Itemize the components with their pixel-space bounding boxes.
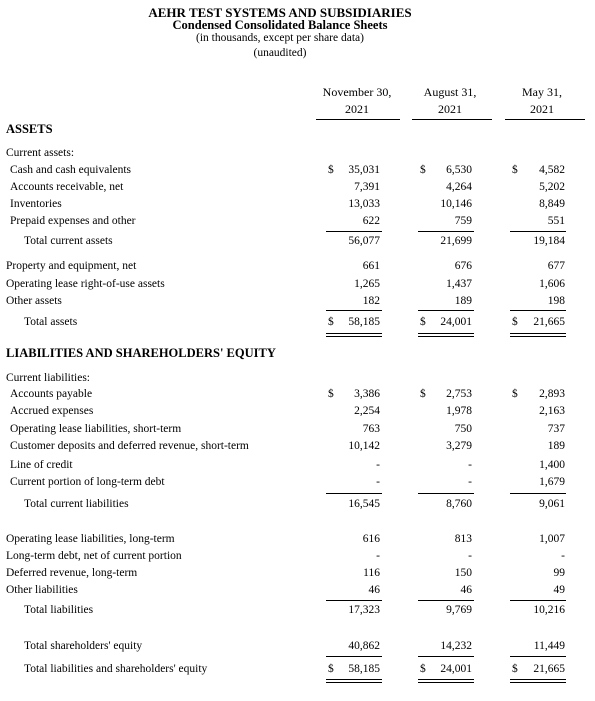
subtotal-rule [510, 493, 566, 494]
row-value: 9,061 [539, 498, 565, 510]
row-value: 8,760 [446, 498, 472, 510]
row-label: Other liabilities [6, 584, 78, 596]
row-value: 150 [454, 567, 472, 579]
row-value: 7,391 [354, 181, 380, 193]
table-row [0, 604, 595, 620]
row-label: Current liabilities: [6, 372, 90, 384]
row-value: 1,606 [539, 278, 565, 290]
row-label: Accounts payable [10, 388, 93, 400]
table-row [0, 423, 595, 439]
statement-title: Condensed Consolidated Balance Sheets [172, 18, 388, 32]
units-note: (in thousands, except per share data) [196, 32, 364, 44]
currency-symbol: $ [420, 663, 426, 675]
currency-symbol: $ [328, 663, 334, 675]
row-value: 14,232 [440, 640, 472, 652]
subtotal-rule [326, 493, 382, 494]
row-value: - [468, 550, 472, 562]
row-label: Total current assets [24, 235, 113, 247]
row-value: - [376, 550, 380, 562]
row-value: 1,978 [446, 405, 472, 417]
row-value: 2,893 [539, 388, 565, 400]
row-value: 6,530 [446, 164, 472, 176]
row-value: - [468, 459, 472, 471]
currency-symbol: $ [512, 663, 518, 675]
row-value: 5,202 [539, 181, 565, 193]
row-label: Operating lease right-of-use assets [6, 278, 165, 290]
subtotal-rule [418, 600, 474, 601]
row-value: 4,264 [446, 181, 472, 193]
currency-symbol: $ [512, 388, 518, 400]
subtotal-rule [510, 600, 566, 601]
table-row [0, 181, 595, 197]
row-value: 21,665 [533, 663, 565, 675]
row-value: 9,769 [446, 604, 472, 616]
row-value: 24,001 [440, 316, 472, 328]
currency-symbol: $ [328, 164, 334, 176]
currency-symbol: $ [420, 316, 426, 328]
row-value: 1,265 [354, 278, 380, 290]
row-value: 1,400 [539, 459, 565, 471]
row-value: - [376, 459, 380, 471]
audit-note: (unaudited) [253, 47, 307, 59]
table-row [0, 164, 595, 180]
row-label: Prepaid expenses and other [10, 215, 136, 227]
row-value: 182 [362, 295, 380, 307]
table-row [0, 260, 595, 276]
subtotal-rule [326, 231, 382, 232]
row-value: 16,545 [348, 498, 380, 510]
row-value: 21,699 [440, 235, 472, 247]
currency-symbol: $ [512, 316, 518, 328]
row-value: 13,033 [348, 198, 380, 210]
table-row [0, 640, 595, 656]
currency-symbol: $ [420, 388, 426, 400]
row-value: 2,254 [354, 405, 380, 417]
table-row [0, 316, 595, 332]
total-double-rule [326, 679, 382, 683]
table-row [0, 476, 595, 492]
table-row [0, 388, 595, 404]
row-value: 763 [362, 423, 380, 435]
row-value: 813 [454, 533, 472, 545]
row-value: 49 [553, 584, 565, 596]
currency-symbol: $ [328, 388, 334, 400]
col-header-rule [316, 119, 400, 120]
row-value: 2,753 [446, 388, 472, 400]
table-row [0, 584, 595, 600]
subtotal-rule [418, 310, 474, 311]
row-value: 676 [454, 260, 472, 272]
table-row [0, 567, 595, 583]
row-value: 21,665 [533, 316, 565, 328]
currency-symbol: $ [328, 316, 334, 328]
subtotal-rule [326, 656, 382, 657]
row-label: Total liabilities and shareholders' equity [24, 663, 208, 675]
row-value: 10,142 [348, 440, 380, 452]
col-header-aug-line2: 2021 [438, 102, 462, 116]
subtotal-rule [510, 656, 566, 657]
row-value: 58,185 [348, 663, 380, 675]
company-name: AEHR TEST SYSTEMS AND SUBSIDIARIES [148, 5, 412, 20]
row-value: 35,031 [348, 164, 380, 176]
row-label: Accrued expenses [10, 405, 94, 417]
row-value: 19,184 [533, 235, 565, 247]
row-value: 551 [547, 215, 565, 227]
row-label: Current assets: [6, 147, 75, 159]
subtotal-rule [510, 231, 566, 232]
row-value: 10,216 [533, 604, 565, 616]
table-row [0, 235, 595, 251]
row-value: 116 [363, 567, 380, 579]
row-label: Operating lease liabilities, long-term [6, 533, 175, 545]
col-header-rule [412, 119, 492, 120]
row-label: Total assets [24, 316, 78, 328]
table-row [0, 198, 595, 214]
row-value: 99 [553, 567, 565, 579]
row-value: 750 [454, 423, 472, 435]
row-label: Cash and cash equivalents [10, 164, 132, 176]
table-row [0, 405, 595, 421]
row-value: 58,185 [348, 316, 380, 328]
row-value: 40,862 [348, 640, 380, 652]
col-header-rule [505, 119, 585, 120]
row-value: 3,386 [354, 388, 380, 400]
row-label: Deferred revenue, long-term [6, 567, 138, 579]
row-value: 1,007 [539, 533, 565, 545]
row-value: 1,679 [539, 476, 565, 488]
subtotal-rule [326, 600, 382, 601]
row-label: Line of credit [10, 459, 73, 471]
table-row [0, 533, 595, 549]
row-label: Total current liabilities [24, 498, 129, 510]
row-value: 24,001 [440, 663, 472, 675]
total-double-rule [326, 333, 382, 337]
table-row [0, 372, 595, 388]
row-value: - [468, 476, 472, 488]
subtotal-rule [510, 310, 566, 311]
table-row [0, 440, 595, 456]
table-row [0, 215, 595, 231]
row-value: 198 [547, 295, 565, 307]
currency-symbol: $ [420, 164, 426, 176]
table-row [0, 278, 595, 294]
currency-symbol: $ [512, 164, 518, 176]
row-value: 189 [547, 440, 565, 452]
row-value: - [561, 550, 565, 562]
row-value: 2,163 [539, 405, 565, 417]
row-value: 4,582 [539, 164, 565, 176]
subtotal-rule [418, 231, 474, 232]
row-label: Operating lease liabilities, short-term [10, 423, 182, 435]
assets-heading: ASSETS [6, 122, 53, 136]
table-row [0, 147, 595, 163]
row-label: Total liabilities [24, 604, 94, 616]
row-value: 8,849 [539, 198, 565, 210]
row-label: Customer deposits and deferred revenue, short-term [10, 440, 249, 452]
col-header-nov [312, 84, 402, 118]
col-header-aug-line1: August 31, [423, 85, 477, 99]
row-value: 10,146 [440, 198, 472, 210]
row-value: - [376, 476, 380, 488]
subtotal-rule [418, 493, 474, 494]
total-double-rule [418, 333, 474, 337]
row-label: Total shareholders' equity [24, 640, 143, 652]
row-value: 677 [547, 260, 565, 272]
row-value: 661 [362, 260, 380, 272]
row-value: 759 [454, 215, 472, 227]
row-value: 737 [547, 423, 565, 435]
row-label: Accounts receivable, net [10, 181, 124, 193]
total-double-rule [418, 679, 474, 683]
subtotal-rule [326, 310, 382, 311]
col-header-nov-line2: 2021 [345, 102, 369, 116]
liabilities-heading: LIABILITIES AND SHAREHOLDERS' EQUITY [6, 346, 276, 360]
row-label: Current portion of long-term debt [10, 476, 165, 488]
row-value: 616 [362, 533, 380, 545]
table-row [0, 295, 595, 311]
table-row [0, 550, 595, 566]
row-value: 46 [368, 584, 380, 596]
subtotal-rule [418, 656, 474, 657]
row-value: 17,323 [348, 604, 380, 616]
col-header-may [500, 84, 584, 118]
row-value: 1,437 [446, 278, 472, 290]
row-value: 11,449 [533, 640, 565, 652]
table-row [0, 663, 595, 679]
row-value: 622 [362, 215, 380, 227]
row-label: Other assets [6, 295, 62, 307]
row-value: 46 [460, 584, 472, 596]
row-value: 3,279 [446, 440, 472, 452]
col-header-may-line1: May 31, [522, 85, 562, 99]
col-header-nov-line1: November 30, [322, 85, 392, 99]
col-header-aug [408, 84, 492, 118]
row-value: 56,077 [348, 235, 380, 247]
row-label: Long-term debt, net of current portion [6, 550, 182, 562]
row-label: Property and equipment, net [6, 260, 137, 272]
table-row [0, 459, 595, 475]
row-label: Inventories [10, 198, 62, 210]
total-double-rule [510, 333, 566, 337]
table-row [0, 498, 595, 514]
row-value: 189 [454, 295, 472, 307]
total-double-rule [510, 679, 566, 683]
col-header-may-line2: 2021 [530, 102, 554, 116]
